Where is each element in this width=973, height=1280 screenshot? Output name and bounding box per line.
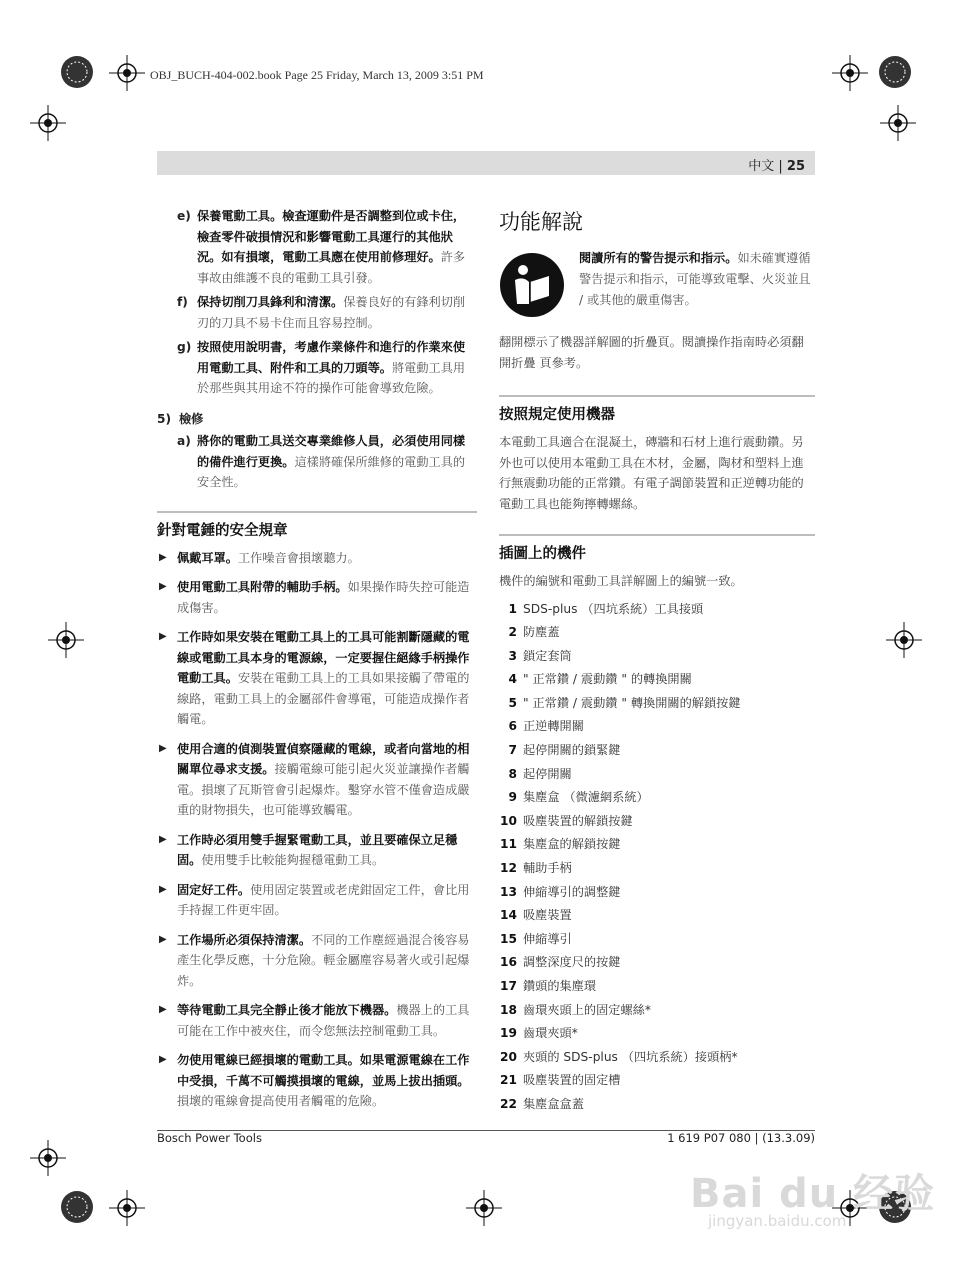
- list-item: [499, 668, 815, 692]
- part-number: 6: [508, 719, 517, 734]
- header-language: 中文: [748, 159, 775, 174]
- list-item: [499, 621, 815, 645]
- bullet-arrow-icon: ▶: [159, 581, 167, 592]
- list-item: [499, 928, 815, 952]
- item-bold-text: 按照使用說明書，考慮作業條件和進行的作業來使用電動工具、附件和工具的刀頭等。: [197, 340, 466, 375]
- footer-docnum: 1 619 P07 080 | (13.3.09): [667, 1131, 815, 1145]
- part-name: 集塵盒盒蓋: [523, 1096, 584, 1111]
- bullet-bold-text: 使用合適的偵測裝置偵察隱藏的電線，或者向當地的相關單位尋求支援。: [177, 741, 470, 776]
- list-item: [499, 598, 815, 622]
- bullet-text: 使用雙手比較能夠握穩電動工具。: [201, 853, 385, 867]
- item-label: g): [177, 340, 192, 354]
- part-number: 2: [508, 625, 517, 640]
- section-heading-safety: 針對電錘的安全規章: [157, 511, 477, 540]
- bullet-bold-text: 使用電動工具附帶的輔助手柄。: [177, 580, 348, 594]
- header-page-label: [748, 155, 805, 174]
- part-name: 起停開關的鎖緊鍵: [523, 743, 621, 758]
- bullet-bold-text: 工作時必須用雙手握緊電動工具，並且要確保立足穩固。: [177, 832, 458, 867]
- header-separator: |: [774, 159, 787, 174]
- list-item: [499, 857, 815, 881]
- read-manual-icon: [499, 252, 565, 318]
- list-item: [499, 692, 815, 716]
- bullet-bold-text: 勿使用電線已經損壞的電動工具。如果電源電線在工作中受損，千萬不可觸摸損壞的電線，並馬上拔出插頭。: [177, 1053, 470, 1088]
- registration-mark-icon: [30, 1140, 66, 1176]
- list-item: [157, 337, 477, 399]
- item-text: 許多事故由維護不良的電動工具引發。: [197, 250, 466, 285]
- part-number: 11: [500, 837, 517, 852]
- item-label: a): [177, 434, 191, 448]
- bullet-text: 機器上的工具可能在工作中被夾住，而令您無法控制電動工具。: [177, 1003, 470, 1038]
- registration-mark-icon: [109, 1190, 145, 1226]
- list-item: [499, 1022, 815, 1046]
- list-item: [499, 739, 815, 763]
- list-item: [157, 292, 477, 333]
- item-bold-text: 將你的電動工具送交專業維修人員，必須使用同樣的備件進行更換。: [197, 434, 466, 469]
- part-name: 齒環夾頭*: [523, 1026, 578, 1041]
- registration-mark-icon: [886, 622, 922, 658]
- list-item: [499, 1046, 815, 1070]
- part-name: 吸塵裝置的固定槽: [523, 1073, 621, 1088]
- bullet-item: [157, 880, 477, 921]
- item-text: 保養良好的有鋒利切削刃的刀具不易卡住而且容易控制。: [197, 295, 466, 330]
- part-number: 18: [500, 1002, 517, 1017]
- part-name: " 正常鑽 / 震動鑽 " 的轉換開關: [523, 672, 692, 687]
- part-name: 鑽頭的集塵環: [523, 979, 597, 993]
- part-number: 3: [508, 648, 517, 663]
- intended-use-text: 本電動工具適合在混凝土，磚牆和石材上進行震動鑽。另外也可以使用本電動工具在木材，金屬，陶材和塑料上進行無震動功能的正常鑽。有電子調節裝置和正逆轉功能的電動工具也能夠擰轉螺絲。: [499, 435, 804, 511]
- part-name: 防塵蓋: [523, 625, 560, 640]
- bullet-item: [157, 830, 477, 871]
- bullet-arrow-icon: ▶: [159, 631, 167, 642]
- registration-mark-icon: [30, 105, 66, 141]
- part-name: 輔助手柄: [523, 861, 572, 876]
- part-number: 4: [508, 672, 517, 687]
- bullet-item: [157, 1050, 477, 1112]
- bullet-arrow-icon: ▶: [159, 551, 167, 563]
- part-number: 7: [508, 743, 517, 758]
- footer-brand: Bosch Power Tools: [157, 1131, 262, 1145]
- part-number: 10: [500, 813, 517, 828]
- registration-mark-icon: [466, 1190, 502, 1226]
- part-name: 集塵盒的解鎖按鍵: [523, 837, 621, 852]
- registration-mark-icon: [109, 55, 145, 91]
- bullet-text: 使用固定裝置或老虎鉗固定工件，會比用手持握工件更牢固。: [177, 882, 470, 917]
- part-name: 調整深度尺的按鍵: [523, 955, 621, 970]
- part-name: 鎖定套筒: [523, 648, 572, 663]
- bullet-text: 接觸電線可能引起火災並讓操作者觸電。損壞了瓦斯管會引起爆炸。鑿穿水管不僅會造成嚴重的財物損失，也可能導致觸電。: [177, 762, 470, 817]
- list-item: [499, 881, 815, 905]
- warning-bold-text: 閱讀所有的警告提示和指示。: [579, 251, 738, 265]
- section-title: 檢修: [179, 411, 204, 426]
- page-header: [157, 151, 815, 175]
- part-name: SDS-plus （四坑系統）工具接頭: [523, 601, 704, 616]
- color-wheel-icon: [878, 55, 912, 89]
- bullet-arrow-icon: ▶: [159, 1004, 167, 1015]
- list-item: [499, 999, 815, 1023]
- list-item: [499, 715, 815, 739]
- bullet-bold-text: 工作場所必須保持清潔。: [177, 932, 312, 947]
- list-item: [499, 833, 815, 857]
- section-heading-parts: 插圖上的機件: [499, 534, 815, 563]
- section-number: 5): [157, 411, 172, 426]
- part-number: 19: [500, 1026, 517, 1041]
- registration-mark-icon: [880, 105, 916, 141]
- warning-block: [499, 248, 815, 318]
- bullet-arrow-icon: ▶: [159, 883, 167, 895]
- bullet-item: [157, 1000, 477, 1041]
- item-label: f): [177, 295, 188, 309]
- bullet-text: 安裝在電動工具上的工具如果接觸了帶電的線路，電動工具上的金屬部件會導電，可能造成操作者觸電。: [177, 671, 470, 726]
- part-name: 起停開關: [523, 766, 572, 781]
- part-number: 20: [500, 1049, 517, 1064]
- part-name: 齒環夾頭上的固定螺絲*: [523, 1002, 651, 1017]
- part-number: 22: [500, 1096, 517, 1111]
- part-number: 12: [500, 861, 517, 876]
- bullet-bold-text: 工作時如果安裝在電動工具上的工具可能割斷隱藏的電線或電動工具本身的電源線，一定要握住絕緣手柄操作電動工具。: [177, 630, 470, 685]
- part-number: 15: [500, 931, 517, 946]
- item-label: e): [177, 209, 191, 223]
- list-item: [499, 645, 815, 669]
- right-column: [499, 206, 815, 1117]
- list-item: [499, 904, 815, 928]
- bullet-item: [157, 627, 477, 730]
- part-name: " 正常鑽 / 震動鑽 " 轉換開關的解鎖按鍵: [523, 695, 741, 710]
- watermark-logo: Bai du 经验: [690, 1171, 936, 1217]
- part-number: 17: [500, 979, 517, 993]
- fold-note: 翻開標示了機器詳解圖的折疊頁。閱讀操作指南時必須翻開折疊 頁參考。: [499, 335, 804, 370]
- bullet-arrow-icon: ▶: [159, 833, 167, 845]
- part-number: 9: [508, 790, 517, 805]
- header-page-number: 25: [786, 159, 805, 174]
- part-number: 13: [500, 884, 517, 899]
- registration-mark-icon: [48, 622, 84, 658]
- part-number: 8: [508, 766, 517, 781]
- part-number: 5: [508, 695, 517, 710]
- section-heading-intended-use: 按照規定使用機器: [499, 395, 815, 424]
- bullet-item: [157, 930, 477, 992]
- list-item: [499, 1093, 815, 1117]
- parts-intro: 機件的編號和電動工具詳解圖上的編號一致。: [499, 574, 743, 588]
- list-item: [499, 786, 815, 810]
- part-number: 14: [500, 908, 517, 923]
- part-number: 21: [500, 1073, 517, 1088]
- item-bold-text: 保養電動工具。檢查運動件是否調整到位或卡住，檢查零件破損情況和影響電動工具運行的其他狀況。如有損壞，電動工具應在使用前修理好。: [197, 209, 466, 264]
- part-name: 伸縮導引的調整鍵: [523, 884, 621, 899]
- bullet-bold-text: 佩戴耳罩。: [177, 550, 238, 565]
- part-name: 集塵盒 （微濾網系統）: [523, 790, 649, 805]
- item-text: 這樣將確保所維修的電動工具的安全性。: [197, 454, 466, 489]
- list-item: [499, 810, 815, 834]
- bullet-arrow-icon: ▶: [159, 742, 167, 754]
- warning-text: 如未確實遵循警告提示和指示，可能導致電擊、火災並且 / 或其他的嚴重傷害。: [579, 251, 811, 307]
- item-bold-text: 保持切削刀具鋒利和清潔。: [197, 295, 344, 309]
- bullet-arrow-icon: ▶: [159, 1054, 167, 1065]
- bullet-arrow-icon: ▶: [159, 933, 167, 945]
- list-item: [499, 763, 815, 787]
- bullet-text: 工作噪音會損壞聽力。: [237, 550, 360, 565]
- section-title-function: 功能解說: [499, 210, 583, 234]
- left-column: [157, 206, 477, 1121]
- bullet-item: [157, 739, 477, 821]
- part-name: 夾頭的 SDS-plus （四坑系統）接頭柄*: [523, 1049, 738, 1064]
- color-wheel-icon: [60, 55, 94, 89]
- list-item: [499, 951, 815, 975]
- print-slug: OBJ_BUCH-404-002.book Page 25 Friday, March 13, 2009 3:51 PM: [150, 68, 484, 82]
- part-name: 吸塵裝置: [523, 908, 572, 923]
- bullet-bold-text: 等待電動工具完全靜止後才能放下機器。: [177, 1003, 397, 1017]
- bullet-text: 如果操作時失控可能造成傷害。: [177, 580, 470, 615]
- part-name: 伸縮導引: [523, 931, 572, 946]
- bullet-bold-text: 固定好工件。: [177, 882, 251, 897]
- bullet-text: 損壞的電線會提高使用者觸電的危險。: [177, 1094, 385, 1108]
- list-item: [157, 206, 477, 288]
- watermark-url: jingyan.baidu.com: [708, 1212, 847, 1230]
- part-number: 1: [508, 601, 517, 616]
- bullet-item: [157, 548, 477, 569]
- part-name: 吸塵裝置的解鎖按鍵: [523, 813, 633, 828]
- bullet-item: [157, 577, 477, 618]
- item-text: 將電動工具用於那些與其用途不符的操作可能會導致危險。: [197, 360, 466, 395]
- bullet-text: 不同的工作塵經過混合後容易產生化學反應，十分危險。輕金屬塵容易著火或引起爆炸。: [177, 932, 470, 988]
- parts-list: [499, 598, 815, 1117]
- part-number: 16: [500, 955, 517, 970]
- list-item: [157, 431, 477, 493]
- color-wheel-icon: [60, 1190, 94, 1224]
- registration-mark-icon: [832, 55, 868, 91]
- section-heading-service: [157, 409, 477, 430]
- list-item: [499, 1069, 815, 1093]
- part-name: 正逆轉開關: [523, 719, 584, 734]
- list-item: [499, 975, 815, 999]
